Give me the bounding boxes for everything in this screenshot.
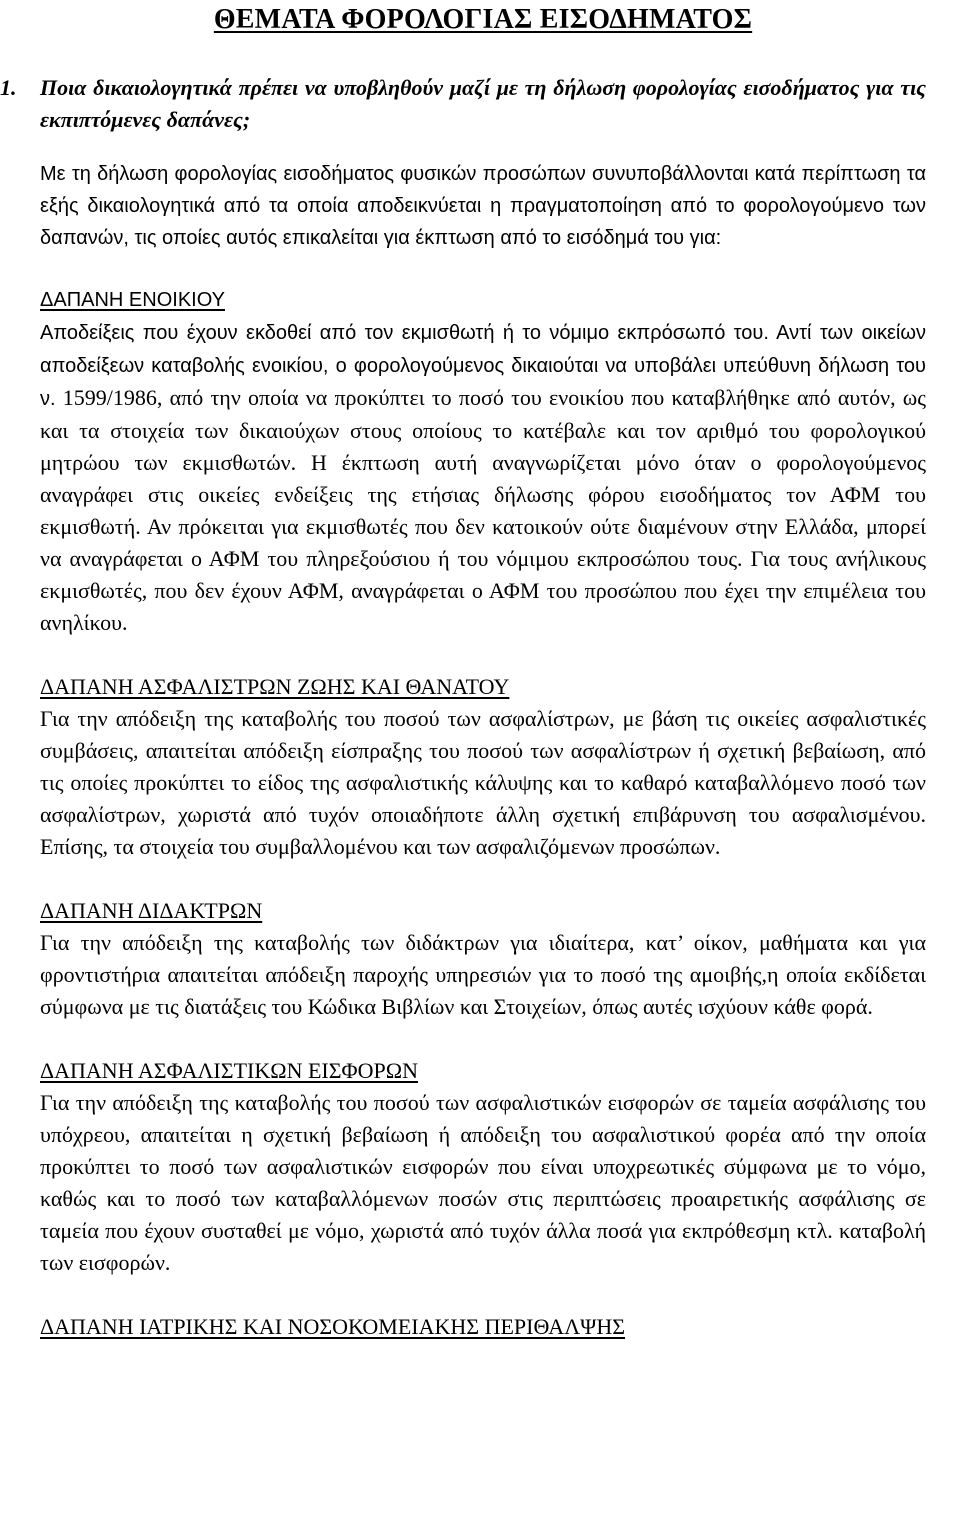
question-text: Ποια δικαιολογητικά πρέπει να υποβληθούν μαζί με τη δήλωση φορολογίας εισοδήματος για τις εκπιπτόμενες δαπάνες;	[40, 75, 926, 132]
section-insurance-contributions-expense	[40, 1055, 926, 1279]
document-title: ΘΕΜΑΤΑ ΦΟΡΟΛΟΓΙΑΣ ΕΙΣΟΔΗΜΑΤΟΣ	[213, 4, 753, 35]
section-rent-expense	[40, 284, 926, 639]
section-body: Για την απόδειξη της καταβολής του ποσού των ασφαλίστρων, με βάση τις οικείες ασφαλιστικές συμβάσεις, απαιτείται απόδειξη είσπραξης του ποσού των ασφαλίστρων ή σχετική βεβαίωση, από τις οποίες προκύπτει το είδος της ασφαλιστικής κάλυψης και το καθαρό καταβαλλόμενο ποσό των ασφαλίστρων, χωριστά από τυχόν οποιαδήποτε άλλη σχετική επιβάρυνση του ασφαλισμένου. Επίσης, τα στοιχεία του συμβαλλομένου και των ασφαλιζόμενων προσώπων.	[40, 706, 926, 859]
section-heading: ΔΑΠΑΝΗ ΑΣΦΑΛΙΣΤΡΩΝ ΖΩΗΣ ΚΑΙ ΘΑΝΑΤΟΥ	[40, 674, 510, 699]
intro-paragraph: Με τη δήλωση φορολογίας εισοδήματος φυσικών προσώπων συνυποβάλλονται κατά περίπτωση τα εξής δικαιολογητικά από τα οποία αποδεικνύεται η πραγματοποίηση από το φορολογούμενο των δαπανών, τις οποίες αυτός επικαλείται για έκπτωση από το εισόδημά του για:	[40, 163, 926, 249]
question-number: 1.	[0, 75, 17, 100]
section-body	[40, 316, 926, 639]
section-tuition-expense	[40, 895, 926, 1023]
section-body-serif-part: 1599/1986, από την οποία να προκύπτει το ποσό του ενοικίου που καταβλήθηκε από αυτόν, ως και τα στοιχεία των δικαιούχων στους οποίους το κατέβαλε και τον αριθμό του φορολογικού μητρώου των εκμισθωτών. Η έκπτωση αυτή αναγνωρίζεται μόνο όταν ο φορολογούμενος αναγράφει στις οικείες ενδείξεις της ετήσιας δήλωσης φόρου εισοδήματος τον ΑΦΜ του εκμισθωτή. Αν πρόκειται για εκμισθωτές που δεν κατοικούν ούτε διαμένουν στην Ελλάδα, μπορεί να αναγράφεται ο ΑΦΜ του πληρεξούσιου ή του νόμιμου εκπροσώπου τους. Για τους ανήλικους εκμισθωτές, που δεν έχουν ΑΦΜ, αναγράφεται ο ΑΦΜ του προσώπου που έχει την επιμέλεια του ανηλίκου.	[40, 385, 926, 635]
section-life-insurance-expense	[40, 671, 926, 863]
section-heading: ΔΑΠΑΝΗ ΔΙΔΑΚΤΡΩΝ	[40, 898, 263, 923]
section-heading: ΔΑΠΑΝΗ ΑΣΦΑΛΙΣΤΙΚΩΝ ΕΙΣΦΟΡΩΝ	[40, 1058, 418, 1083]
section-heading: ΔΑΠΑΝΗ ΕΝΟΙΚΙΟΥ	[40, 289, 225, 311]
question	[0, 72, 926, 136]
section-body: Για την απόδειξη της καταβολής του ποσού των ασφαλιστικών εισφορών σε ταμεία ασφάλισης του υπόχρεου, απαιτείται η σχετική βεβαίωση ή απόδειξη του ασφαλιστικού φορέα από την οποία προκύπτει το ποσό των ασφαλιστικών εισφορών που είναι υποχρεωτικές σύμφωνα με το νόμο, καθώς και το ποσό των καταβαλλόμενων ποσών στις περιπτώσεις προαιρετικής ασφάλισης σε ταμεία που έχουν συσταθεί με νόμο, χωριστά από τυχόν άλλα ποσά για εκπρόθεσμη κτλ. καταβολή των εισφορών.	[40, 1090, 926, 1275]
section-heading: ΔΑΠΑΝΗ ΙΑΤΡΙΚΗΣ ΚΑΙ ΝΟΣΟΚΟΜΕΙΑΚΗΣ ΠΕΡΙΘΑΛΨΗΣ	[40, 1314, 626, 1339]
section-body: Για την απόδειξη της καταβολής των διδάκτρων για ιδιαίτερα, κατ’ οίκον, μαθήματα και για φροντιστήρια απαιτείται απόδειξη παροχής υπηρεσιών για το ποσό της αμοιβής,η οποία εκδίδεται σύμφωνα με τις διατάξεις του Κώδικα Βιβλίων και Στοιχείων, όπως αυτές ισχύουν κάθε φορά.	[40, 930, 926, 1019]
section-body-sans-part: Αποδείξεις που έχουν εκδοθεί από τον εκμισθωτή ή το νόμιμο εκπρόσωπό του. Αντί των οικείων αποδείξεων καταβολής ενοικίου, ο φορολογούμενος δικαιούται να υποβάλει υπεύθυνη δήλωση του ν.	[40, 322, 926, 410]
section-medical-care-expense	[40, 1311, 926, 1343]
